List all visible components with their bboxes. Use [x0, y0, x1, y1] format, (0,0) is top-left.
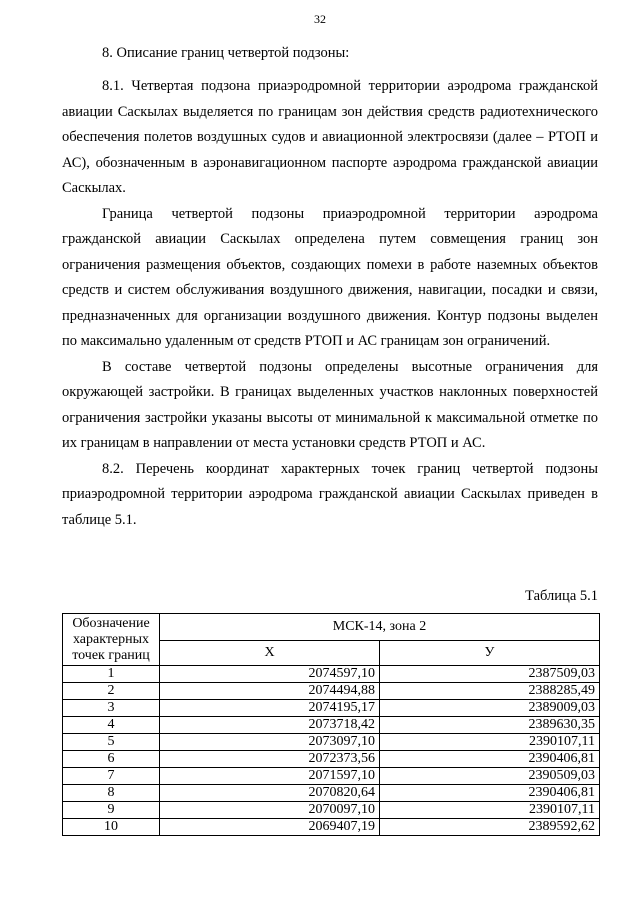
paragraph-8-1: 8.1. Четвертая подзона приаэродромной территории аэродрома гражданской авиации Саскылах выделяется по границам зон действия средств радиотехнического обеспечения полетов воздушных судов и авиационной электросвязи (далее – РТОП и АС), обозначенным в аэронавигационном паспорте аэродрома гражданской авиации Саскылах.	[62, 78, 598, 196]
coord-y: 2390107,11	[380, 802, 600, 819]
body-text	[62, 74, 598, 533]
table-row	[63, 734, 600, 751]
table-row	[63, 768, 600, 785]
header-coordinate-system: МСК-14, зона 2	[160, 614, 600, 641]
coord-y: 2388285,49	[380, 683, 600, 700]
point-code: 5	[63, 734, 160, 751]
point-code: 3	[63, 700, 160, 717]
table-caption: Таблица 5.1	[525, 588, 598, 604]
coord-x: 2073718,42	[160, 717, 380, 734]
table-row	[63, 717, 600, 734]
point-code: 9	[63, 802, 160, 819]
point-code: 10	[63, 819, 160, 836]
section-heading-block	[62, 41, 598, 67]
coord-x: 2072373,56	[160, 751, 380, 768]
point-code: 8	[63, 785, 160, 802]
coord-x: 2074597,10	[160, 666, 380, 683]
table-row	[63, 802, 600, 819]
table-row	[63, 751, 600, 768]
table-row	[63, 819, 600, 836]
point-code: 6	[63, 751, 160, 768]
point-code: 1	[63, 666, 160, 683]
table-row	[63, 683, 600, 700]
table-row	[63, 700, 600, 717]
coordinates-table	[62, 613, 600, 836]
header-y: У	[380, 641, 600, 666]
coord-y: 2389630,35	[380, 717, 600, 734]
point-code: 4	[63, 717, 160, 734]
coord-x: 2069407,19	[160, 819, 380, 836]
point-code: 2	[63, 683, 160, 700]
coord-x: 2074195,17	[160, 700, 380, 717]
coord-y: 2387509,03	[380, 666, 600, 683]
coord-y: 2389592,62	[380, 819, 600, 836]
paragraph-height-limits: В составе четвертой подзоны определены высотные ограничения для окружающей застройки. В границах выделенных участков наклонных поверхностей ограничения застройки указаны высоты от минимальной к максимальной отметке по их границам в направлении от места установки средств РТОП и АС.	[62, 358, 598, 451]
coord-y: 2390509,03	[380, 768, 600, 785]
coord-y: 2390406,81	[380, 785, 600, 802]
coord-y: 2390406,81	[380, 751, 600, 768]
coord-x: 2070097,10	[160, 802, 380, 819]
coord-x: 2071597,10	[160, 768, 380, 785]
coord-x: 2074494,88	[160, 683, 380, 700]
coord-x: 2073097,10	[160, 734, 380, 751]
section-heading: 8. Описание границ четвертой подзоны:	[102, 45, 350, 61]
header-point-code: Обозначение характерных точек границ	[63, 614, 160, 666]
coord-y: 2389009,03	[380, 700, 600, 717]
paragraph-8-2: 8.2. Перечень координат характерных точек границ четвертой подзоны приаэродромной территории аэродрома гражданской авиации Саскылах приведен в таблице 5.1.	[62, 460, 598, 528]
table-row	[63, 785, 600, 802]
coord-y: 2390107,11	[380, 734, 600, 751]
coord-x: 2070820,64	[160, 785, 380, 802]
table-row	[63, 666, 600, 683]
paragraph-boundary: Граница четвертой подзоны приаэродромной территории аэродрома гражданской авиации Саскылах определена путем совмещения границ зон ограничения размещения объектов, создающих помехи в работе наземных объектов средств и систем обслуживания воздушного движения, навигации, посадки и связи, предназначенных для организации воздушного движения. Контур подзоны выделен по максимально удаленным от средств РТОП и АС границам зон ограничений.	[62, 205, 598, 349]
header-x: X	[160, 641, 380, 666]
page-number: 32	[314, 12, 326, 26]
point-code: 7	[63, 768, 160, 785]
table-body	[63, 666, 600, 836]
